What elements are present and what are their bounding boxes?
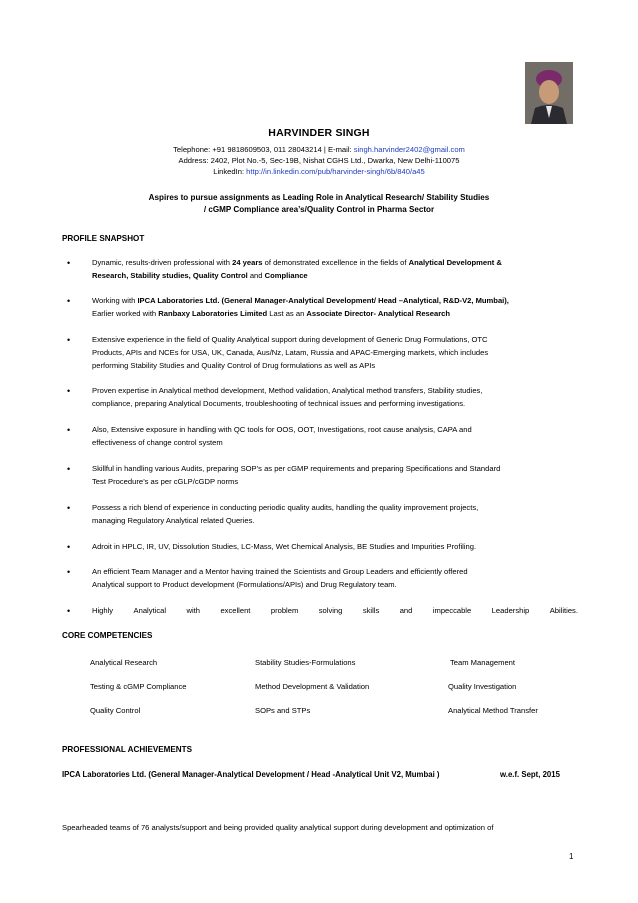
- competency-item: Team Management: [450, 658, 516, 667]
- competency-item: Analytical Research: [90, 658, 158, 667]
- bullet-icon: •: [67, 606, 71, 616]
- competency-item: Quality Control: [90, 706, 141, 715]
- bullet-text: Skillful in handling various Audits, preparing SOP’s as per cGMP requirements and preparing Specifications and Standard: [92, 464, 501, 473]
- profile-bullet: [62, 257, 578, 283]
- bullet-word: Abilities.: [549, 606, 578, 615]
- bullet-bold: 24 years: [232, 258, 263, 267]
- competency-item: Testing & cGMP Compliance: [90, 682, 187, 691]
- profile-bullet: [62, 566, 578, 592]
- professional-achievements-heading: PROFESSIONAL ACHIEVEMENTS: [62, 745, 192, 754]
- bullet-text: managing Regulatory Analytical related Queries.: [92, 516, 255, 525]
- linkedin-label: LinkedIn:: [213, 167, 247, 176]
- bullet-text: Earlier worked with: [92, 309, 159, 318]
- contact-address: Address: 2402, Plot No.-5, Sec-19B, Nishat CGHS Ltd., Dwarka, New Delhi-110075: [178, 156, 460, 165]
- bullet-word: skills: [362, 606, 380, 615]
- achievement-date: w.e.f. Sept, 2015: [500, 770, 560, 779]
- bullet-icon: •: [67, 567, 71, 577]
- profile-bullet: [62, 334, 578, 374]
- page-number: 1: [569, 852, 574, 861]
- profile-bullet: [62, 295, 578, 321]
- contact-linkedin-line: [0, 166, 638, 177]
- profile-bullet: [62, 385, 578, 411]
- linkedin-link[interactable]: http://in.linkedin.com/pub/harvinder-singh/6b/840/a45: [246, 167, 425, 176]
- bullet-word: solving: [318, 606, 343, 615]
- bullet-text: performing Stability Studies and Quality Control of Drug formulations as well as APIs: [92, 361, 376, 370]
- core-competencies-heading: CORE COMPETENCIES: [62, 631, 153, 640]
- bullet-text: Proven expertise in Analytical method development, Method validation, Analytical method transfers, Stability studies,: [92, 386, 483, 395]
- bullet-word: problem: [270, 606, 299, 615]
- bullet-text: Extensive experience in the field of Quality Analytical support during development of Generic Drug Formulations, OTC: [92, 335, 488, 344]
- telephone-text: Telephone: +91 9818609503, 011 28043214 | E-mail:: [173, 145, 354, 154]
- bullet-icon: •: [67, 464, 71, 474]
- bullet-text: Adroit in HPLC, IR, UV, Dissolution Studies, LC-Mass, Wet Chemical Analysis, BE Studies and Impurities Profiling.: [92, 542, 477, 551]
- bullet-text: compliance, preparing Analytical Documents, troubleshooting of technical issues and performing investigations.: [92, 399, 466, 408]
- email-link[interactable]: singh.harvinder2402@gmail.com: [353, 145, 465, 154]
- bullet-word: Analytical: [133, 606, 167, 615]
- bullet-icon: •: [67, 296, 71, 306]
- bullet-icon: •: [67, 425, 71, 435]
- bullet-text: Dynamic, results-driven professional with: [92, 258, 233, 267]
- bullet-word: and: [399, 606, 413, 615]
- profile-bullet: [62, 463, 578, 489]
- bullet-text: Possess a rich blend of experience in conducting periodic quality audits, handling the quality improvement projects,: [92, 503, 479, 512]
- bullet-bold: Analytical Development &: [408, 258, 502, 267]
- bullet-icon: •: [67, 542, 71, 552]
- profile-bullet: [62, 424, 578, 450]
- bullet-word: Leadership: [491, 606, 530, 615]
- bullet-text: Analytical support to Product development (Formulations/APIs) and Drug Regulatory team.: [92, 580, 397, 589]
- competency-item: Stability Studies-Formulations: [255, 658, 356, 667]
- bullet-word: Highly: [92, 606, 114, 615]
- competency-item: Method Development & Validation: [255, 682, 370, 691]
- bullet-text: Last as an: [267, 309, 307, 318]
- bullet-text: effectiveness of change control system: [92, 438, 223, 447]
- aspiration-line-2: / cGMP Compliance area’s/Quality Control in Pharma Sector: [203, 205, 435, 214]
- competency-item: Analytical Method Transfer: [448, 706, 538, 715]
- bullet-icon: •: [67, 386, 71, 396]
- bullet-text: Test Procedure’s as per cGLP/cGDP norms: [92, 477, 239, 486]
- bullet-text: of demonstrated excellence in the fields of: [262, 258, 409, 267]
- profile-bullet: [62, 605, 578, 618]
- bullet-bold: IPCA Laboratories Ltd. (General Manager-Analytical Development/ Head –Analytical, R&D-V2, Mumbai),: [137, 296, 509, 305]
- bullet-word: impeccable: [432, 606, 472, 615]
- bullet-text-spread: [92, 605, 578, 617]
- contact-telephone-line: [0, 144, 638, 155]
- competency-item: Quality Investigation: [448, 682, 517, 691]
- profile-bullet: [62, 502, 578, 528]
- bullet-text: An efficient Team Manager and a Mentor having trained the Scientists and Group Leaders and efficiently offered: [92, 567, 468, 576]
- bullet-icon: •: [67, 258, 71, 268]
- bullet-bold: Compliance: [264, 271, 308, 280]
- bullet-icon: •: [67, 503, 71, 513]
- profile-snapshot-heading: PROFILE SNAPSHOT: [62, 234, 145, 243]
- candidate-name: HARVINDER SINGH: [268, 127, 370, 139]
- bullet-word: with: [186, 606, 200, 615]
- achievement-paragraph: Spearheaded teams of 76 analysts/support and being provided quality analytical support during development and optimization of: [62, 823, 494, 832]
- bullet-text: Also, Extensive exposure in handling with QC tools for OOS, OOT, Investigations, root cause analysis, CAPA and: [92, 425, 472, 434]
- aspiration-line-1: Aspires to pursue assignments as Leading Role in Analytical Research/ Stability Studies: [148, 193, 490, 202]
- bullet-icon: •: [67, 335, 71, 345]
- bullet-bold: Ranbaxy Laboratories Limited: [158, 309, 268, 318]
- bullet-bold: Associate Director- Analytical Research: [306, 309, 451, 318]
- bullet-word: excellent: [220, 606, 251, 615]
- profile-bullet: [62, 541, 578, 554]
- competency-item: SOPs and STPs: [255, 706, 311, 715]
- bullet-text: Products, APIs and NCEs for USA, UK, Canada, Aus/Nz, Latam, Russia and APAC-Emerging markets, which includes: [92, 348, 489, 357]
- bullet-bold: Research, Stability studies, Quality Control: [92, 271, 248, 280]
- bullet-text: and: [247, 271, 265, 280]
- achievement-role: IPCA Laboratories Ltd. (General Manager-Analytical Development / Head -Analytical Unit V2, Mumbai ): [62, 770, 440, 779]
- bullet-text: Working with: [92, 296, 138, 305]
- profile-photo: [525, 62, 573, 124]
